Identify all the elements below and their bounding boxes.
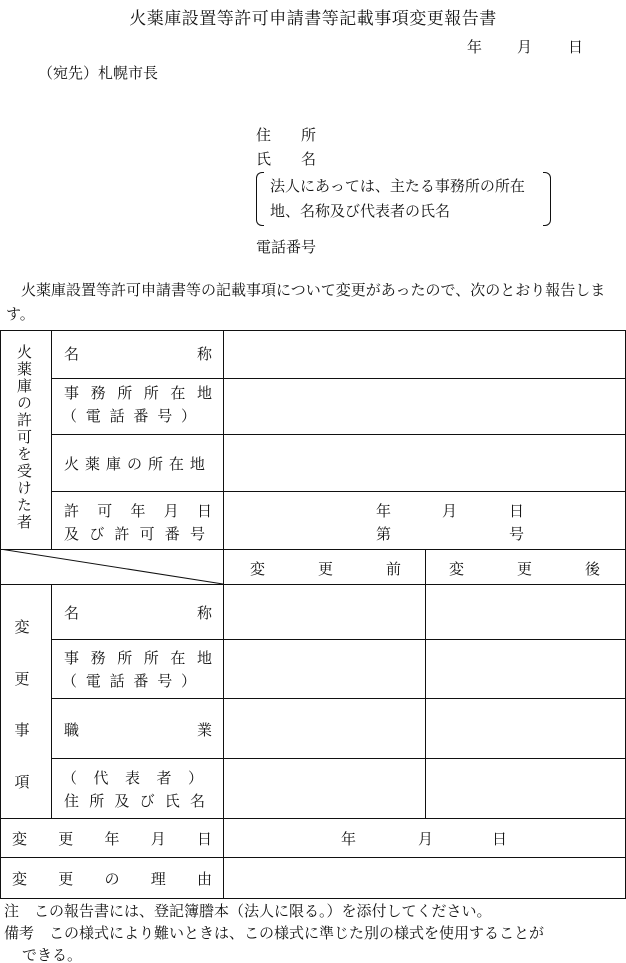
label-char: 更: [58, 830, 74, 848]
label-char: 名: [64, 345, 80, 363]
name-label-char-1: 氏: [256, 150, 272, 168]
column-before: [250, 558, 401, 579]
label-char: 可: [139, 525, 155, 543]
label-char: 日: [196, 830, 212, 848]
label-char: （: [62, 672, 78, 690]
permit-date-label: [64, 500, 212, 521]
label-char: 由: [196, 870, 212, 888]
label-char: 職: [64, 721, 80, 739]
address-label-char-1: 住: [256, 126, 272, 144]
applicant-phone-label: 電話番号: [256, 238, 317, 256]
label-char: ）: [187, 769, 203, 787]
permit-holder-group-label: 火薬庫の許可を受けた者: [15, 344, 33, 531]
note-remarks: 備考 この様式により難いときは、この様式に準じた別の様式を使用することが: [4, 924, 545, 942]
permit-date-month: 月: [442, 502, 458, 520]
label-char: の: [104, 870, 120, 888]
label-char: 代: [93, 769, 109, 787]
label-char: 許: [64, 502, 80, 520]
label-char: 変: [12, 830, 28, 848]
change-rep-address-name-label: [64, 790, 205, 811]
label-char: 更: [58, 870, 74, 888]
label-char: 務: [90, 384, 106, 402]
change-phone-label: [62, 670, 196, 691]
label-char: 号: [157, 672, 173, 690]
label-char: 所: [117, 649, 133, 667]
left-bracket: [256, 172, 264, 226]
date-month-label: 月: [517, 38, 533, 56]
label-char: 電: [85, 672, 101, 690]
label-char: 地: [196, 384, 212, 402]
label-char: 月: [163, 502, 179, 520]
label-char: 所: [147, 455, 163, 473]
corporate-note: 法人にあっては、主たる事務所の所在地、名称及び代表者の氏名: [270, 177, 525, 220]
label-char: 所: [89, 792, 105, 810]
label-char: の: [126, 455, 142, 473]
label-char: 年: [104, 830, 120, 848]
label-char: 話: [109, 672, 125, 690]
label-char: ）: [180, 672, 196, 690]
label-char: び: [139, 792, 155, 810]
magazine-location-label: [64, 453, 205, 474]
label-char: 電: [85, 407, 101, 425]
label-char: び: [89, 525, 105, 543]
date-day-label: 日: [568, 38, 584, 56]
label-char: 話: [109, 407, 125, 425]
change-date-month: 月: [418, 830, 434, 848]
label-char: 更: [516, 560, 532, 578]
change-reason-label: [12, 868, 212, 889]
permit-number-suffix: 号: [509, 525, 525, 543]
permit-number-prefix: 第: [376, 525, 392, 543]
label-char: 変: [12, 870, 28, 888]
label-char: 住: [64, 792, 80, 810]
permit-date-day: 日: [509, 502, 525, 520]
corporate-note-bracket: [256, 170, 551, 228]
change-occupation-label: [64, 719, 212, 740]
label-char: 前: [385, 560, 401, 578]
label-char: 可: [97, 502, 113, 520]
holder-name-label: [64, 343, 212, 364]
label-char: 番: [133, 672, 149, 690]
change-rep-label: [62, 767, 203, 788]
label-char: 及: [114, 792, 130, 810]
label-char: 変: [14, 618, 30, 636]
label-char: 月: [150, 830, 166, 848]
label-char: 理: [150, 870, 166, 888]
label-char: 務: [90, 649, 106, 667]
label-char: 号: [157, 407, 173, 425]
label-char: 名: [64, 604, 80, 622]
label-char: 薬: [84, 455, 100, 473]
label-char: 所: [143, 649, 159, 667]
label-char: 所: [117, 384, 133, 402]
label-char: 後: [584, 560, 600, 578]
label-char: 更: [317, 560, 333, 578]
label-char: 事: [64, 384, 80, 402]
change-name-label: [64, 602, 212, 623]
label-char: 事: [64, 649, 80, 667]
label-char: 庫: [105, 455, 121, 473]
label-char: 在: [170, 384, 186, 402]
label-char: 事: [14, 721, 30, 740]
label-char: 所: [143, 384, 159, 402]
permit-number-label: [64, 523, 205, 544]
label-char: ）: [180, 407, 196, 425]
change-date-year: 年: [341, 830, 357, 848]
column-after: [449, 558, 600, 579]
label-char: 番: [133, 407, 149, 425]
label-char: 番: [164, 525, 180, 543]
label-char: 地: [196, 649, 212, 667]
label-char: 在: [168, 455, 184, 473]
name-label-char-2: 名: [301, 150, 317, 168]
right-bracket: [543, 172, 551, 226]
label-char: 称: [196, 345, 212, 363]
note-remarks-continued: できる。: [22, 946, 83, 963]
label-char: 表: [124, 769, 140, 787]
label-char: 年: [130, 502, 146, 520]
permit-date-year: 年: [376, 502, 392, 520]
label-char: 業: [196, 721, 212, 739]
holder-phone-label: [62, 405, 196, 426]
label-char: 者: [156, 769, 172, 787]
label-char: 名: [189, 792, 205, 810]
label-char: 更: [14, 669, 30, 688]
applicant-name-label: [256, 148, 316, 169]
label-char: （: [62, 407, 78, 425]
change-date-day: 日: [492, 830, 508, 848]
label-char: 称: [196, 604, 212, 622]
note-attachment: 注 この報告書には、登記簿謄本（法人に限る。）を添付してください。: [4, 902, 492, 920]
label-char: 号: [189, 525, 205, 543]
label-char: 項: [14, 772, 30, 791]
address-label-char-2: 所: [301, 126, 317, 144]
change-items-group-label: [10, 616, 34, 792]
diagonal-line: [0, 549, 224, 585]
date-year-label: 年: [467, 38, 483, 56]
label-char: 地: [189, 455, 205, 473]
change-office-address-label: [64, 647, 212, 668]
label-char: 変: [250, 560, 266, 578]
applicant-address-label: [256, 124, 316, 145]
label-char: 火: [64, 455, 80, 473]
change-date-label: [12, 828, 212, 849]
label-char: （: [62, 769, 78, 787]
label-char: 及: [64, 525, 80, 543]
intro-text: 火薬庫設置等許可申請書等の記載事項について変更があったので、次のとおり報告します。: [6, 281, 606, 323]
document-title: 火薬庫設置等許可申請書等記載事項変更報告書: [129, 9, 497, 29]
label-char: 許: [114, 525, 130, 543]
label-char: 氏: [164, 792, 180, 810]
addressee: （宛先）札幌市長: [38, 64, 159, 82]
holder-office-address-label: [64, 382, 212, 403]
label-char: 変: [449, 560, 465, 578]
label-char: 日: [196, 502, 212, 520]
label-char: 在: [170, 649, 186, 667]
